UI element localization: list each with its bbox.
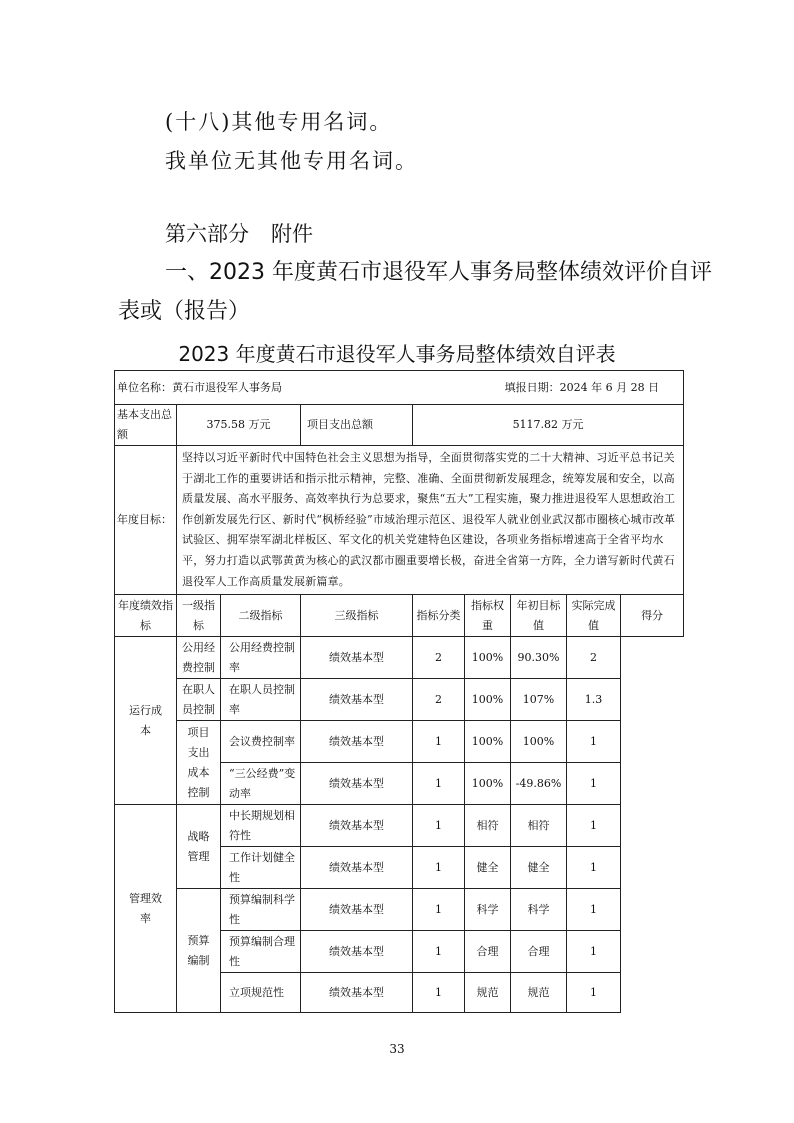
table-row xyxy=(115,637,684,679)
fill-date: 填报日期：2024 年 6 月 28 日 xyxy=(504,380,660,394)
actual-value: 健全 xyxy=(511,847,567,889)
actual-value: 100% xyxy=(511,721,567,763)
indicator-weight: 1 xyxy=(413,763,465,805)
header-category: 指标分类 xyxy=(413,595,465,637)
level2-indicator: 预算编制 xyxy=(177,889,221,1013)
level3-indicator: 预算编制科学性 xyxy=(221,889,301,931)
actual-value: 107% xyxy=(511,679,567,721)
performance-self-evaluation-table xyxy=(114,370,684,1013)
paragraph-no-other-terms: 我单位无其他专用名词。 xyxy=(165,149,418,173)
score-value: 1 xyxy=(567,805,621,847)
level3-indicator: 在职人员控制率 xyxy=(221,679,301,721)
score-value: 2 xyxy=(567,637,621,679)
indicator-weight: 2 xyxy=(413,637,465,679)
actual-value: 相符 xyxy=(511,805,567,847)
project-expense-label: 项目支出总额 xyxy=(301,405,413,446)
header-level1: 一级指标 xyxy=(177,595,221,637)
section-name: 附件 xyxy=(271,222,313,246)
target-value: 规范 xyxy=(465,973,511,1013)
score-value: 1 xyxy=(567,763,621,805)
level3-indicator: “三公经费”变动率 xyxy=(221,763,301,805)
table-row xyxy=(115,721,684,763)
level2-indicator: 在职人员控制 xyxy=(177,679,221,721)
basic-expense-label: 基本支出总额 xyxy=(115,405,177,446)
section-heading xyxy=(165,218,313,248)
table-row xyxy=(115,679,684,721)
actual-value: 科学 xyxy=(511,889,567,931)
header-level2: 二级指标 xyxy=(221,595,301,637)
target-value: 科学 xyxy=(465,889,511,931)
indicator-weight: 1 xyxy=(413,805,465,847)
indicator-category: 绩效基本型 xyxy=(301,763,413,805)
section-part: 第六部分 xyxy=(165,222,249,246)
actual-value: 90.30% xyxy=(511,637,567,679)
actual-value: 合理 xyxy=(511,931,567,973)
target-value: 100% xyxy=(465,721,511,763)
indicator-category: 绩效基本型 xyxy=(301,805,413,847)
indicator-weight: 2 xyxy=(413,679,465,721)
header-actual: 实际完成值 xyxy=(567,595,621,637)
indicator-weight: 1 xyxy=(413,931,465,973)
paragraph-other-terms-heading: (十八)其他专用名词。 xyxy=(165,110,393,134)
unit-info-row xyxy=(115,371,684,405)
header-score: 得分 xyxy=(621,595,684,637)
target-value: 100% xyxy=(465,763,511,805)
indicator-category: 绩效基本型 xyxy=(301,637,413,679)
indicator-category: 绩效基本型 xyxy=(301,973,413,1013)
actual-value: -49.86% xyxy=(511,763,567,805)
level3-indicator: 立项规范性 xyxy=(221,973,301,1013)
table-title: 2023 年度黄石市退役军人事务局整体绩效自评表 xyxy=(178,342,616,366)
score-value: 1 xyxy=(567,973,621,1013)
level3-indicator: 工作计划健全性 xyxy=(221,847,301,889)
indicator-category: 绩效基本型 xyxy=(301,889,413,931)
target-value: 合理 xyxy=(465,931,511,973)
level1-indicator: 管理效率 xyxy=(115,805,177,1013)
target-value: 100% xyxy=(465,637,511,679)
attachment-heading-line2: 表或（报告） xyxy=(118,299,251,324)
score-value: 1 xyxy=(567,889,621,931)
level3-indicator: 公用经费控制率 xyxy=(221,637,301,679)
table-row xyxy=(115,805,684,847)
target-value: 100% xyxy=(465,679,511,721)
score-value: 1 xyxy=(567,931,621,973)
indicator-weight: 1 xyxy=(413,889,465,931)
annual-indicator-label: 年度绩效指标 xyxy=(115,595,177,637)
project-expense-value: 5117.82 万元 xyxy=(413,405,684,446)
header-level3: 三级指标 xyxy=(301,595,413,637)
indicator-header-row xyxy=(115,595,684,637)
level2-indicator: 项目支出成本控制 xyxy=(177,721,221,805)
unit-name: 单位名称：黄石市退役军人事务局 xyxy=(117,380,282,394)
level3-indicator: 预算编制合理性 xyxy=(221,931,301,973)
level2-indicator: 公用经费控制 xyxy=(177,637,221,679)
basic-expense-value: 375.58 万元 xyxy=(177,405,301,446)
header-target: 年初目标值 xyxy=(511,595,567,637)
level3-indicator: 中长期规划相符性 xyxy=(221,805,301,847)
indicator-category: 绩效基本型 xyxy=(301,679,413,721)
indicator-category: 绩效基本型 xyxy=(301,847,413,889)
page-number: 33 xyxy=(389,1042,405,1056)
attachment-heading-line1: 一、2023 年度黄石市退役军人事务局整体绩效评价自评 xyxy=(165,260,712,285)
table-row xyxy=(115,889,684,931)
score-value: 1 xyxy=(567,847,621,889)
indicator-category: 绩效基本型 xyxy=(301,721,413,763)
indicator-category: 绩效基本型 xyxy=(301,931,413,973)
indicator-weight: 1 xyxy=(413,847,465,889)
level1-indicator: 运行成本 xyxy=(115,637,177,805)
annual-objective-text: 坚持以习近平新时代中国特色社会主义思想为指导，全面贯彻落实党的二十大精神、习近平总书记关于湖北工作的重要讲话和指示批示精神，完整、准确、全面贯彻新发展理念，统筹发展和安全，以高质量发展、高水平服务、高效率执行为总要求，聚焦“五大”工程实施，聚力推进退役军人思想政治工作创新发展先行区、新时代“枫桥经验”市域治理示范区、退役军人就业创业武汉都市圈核心城市改革试验区、拥军崇军湖北样板区、军文化的机关党建特色区建设，各项业务指标增速高于全省平均水平，努力打造以武鄂黄黄为核心的武汉都市圈重要增长极，奋进全省第一方阵，全力谱写新时代黄石退役军人工作高质量发展新篇章。 xyxy=(177,446,684,595)
level3-indicator: 会议费控制率 xyxy=(221,721,301,763)
target-value: 相符 xyxy=(465,805,511,847)
actual-value: 规范 xyxy=(511,973,567,1013)
indicator-weight: 1 xyxy=(413,973,465,1013)
indicator-weight: 1 xyxy=(413,721,465,763)
score-value: 1 xyxy=(567,721,621,763)
level2-indicator: 战略管理 xyxy=(177,805,221,889)
header-weight: 指标权重 xyxy=(465,595,511,637)
score-value: 1.3 xyxy=(567,679,621,721)
annual-objective-label: 年度目标： xyxy=(115,446,177,595)
target-value: 健全 xyxy=(465,847,511,889)
